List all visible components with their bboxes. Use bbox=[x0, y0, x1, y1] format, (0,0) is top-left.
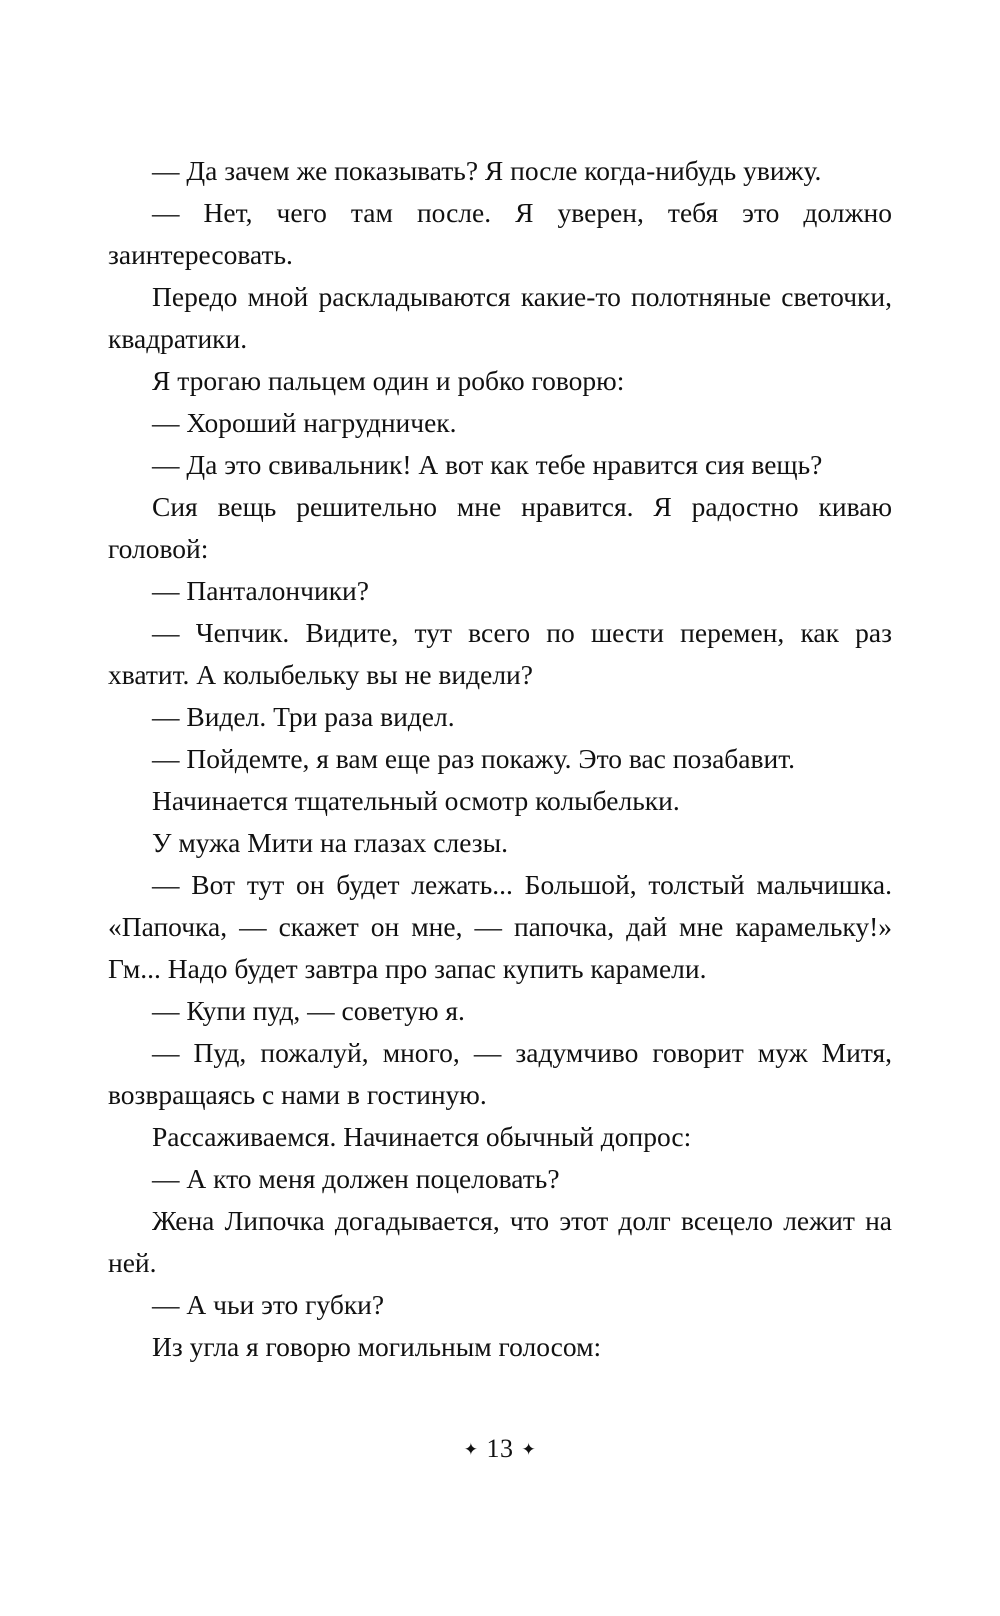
paragraph: — Вот тут он будет лежать... Большой, толстый мальчишка. «Папочка, — скажет он мне, — папочка, дай мне карамельку!» Гм... Надо будет завтра про запас купить карамели. bbox=[108, 869, 892, 984]
paragraph: Передо мной раскладываются какие-то полотняные светочки, квадратики. bbox=[108, 281, 892, 354]
paragraph: — Пойдемте, я вам еще раз покажу. Это вас позабавит. bbox=[152, 743, 796, 774]
ornament-right-icon: ✦ bbox=[521, 1440, 537, 1459]
paragraph: — Панталончики? bbox=[152, 575, 369, 606]
paragraph: Начинается тщательный осмотр колыбельки. bbox=[152, 785, 680, 816]
paragraph: Я трогаю пальцем один и робко говорю: bbox=[152, 365, 625, 396]
paragraph: — Хороший нагрудничек. bbox=[152, 407, 457, 438]
page-number: 13 bbox=[486, 1434, 514, 1463]
paragraph: У мужа Мити на глазах слезы. bbox=[152, 827, 508, 858]
paragraph: Из угла я говорю могильным голосом: bbox=[152, 1331, 602, 1362]
paragraph: Жена Липочка догадывается, что этот долг всецело лежит на ней. bbox=[108, 1205, 892, 1278]
paragraph: — А чьи это губки? bbox=[152, 1289, 385, 1320]
paragraph: Рассаживаемся. Начинается обычный допрос: bbox=[152, 1121, 692, 1152]
paragraph: — Пуд, пожалуй, много, — задумчиво говорит муж Митя, возвращаясь с нами в гостиную. bbox=[108, 1037, 892, 1110]
paragraph: Сия вещь решительно мне нравится. Я радостно киваю головой: bbox=[108, 491, 892, 564]
ornament-left-icon: ✦ bbox=[463, 1440, 479, 1459]
paragraph: — Да это свивальник! А вот как тебе нравится сия вещь? bbox=[152, 449, 823, 480]
paragraph: — А кто меня должен поцеловать? bbox=[152, 1163, 560, 1194]
page-body bbox=[108, 150, 892, 1368]
paragraph: — Видел. Три раза видел. bbox=[152, 701, 455, 732]
paragraph: — Купи пуд, — советую я. bbox=[152, 995, 465, 1026]
paragraph: — Чепчик. Видите, тут всего по шести перемен, как раз хватит. А колыбельку вы не видели? bbox=[108, 617, 892, 690]
paragraph: — Нет, чего там после. Я уверен, тебя это должно заинтересовать. bbox=[108, 197, 892, 270]
page-footer bbox=[0, 1434, 1000, 1464]
paragraph: — Да зачем же показывать? Я после когда-нибудь увижу. bbox=[152, 155, 822, 186]
